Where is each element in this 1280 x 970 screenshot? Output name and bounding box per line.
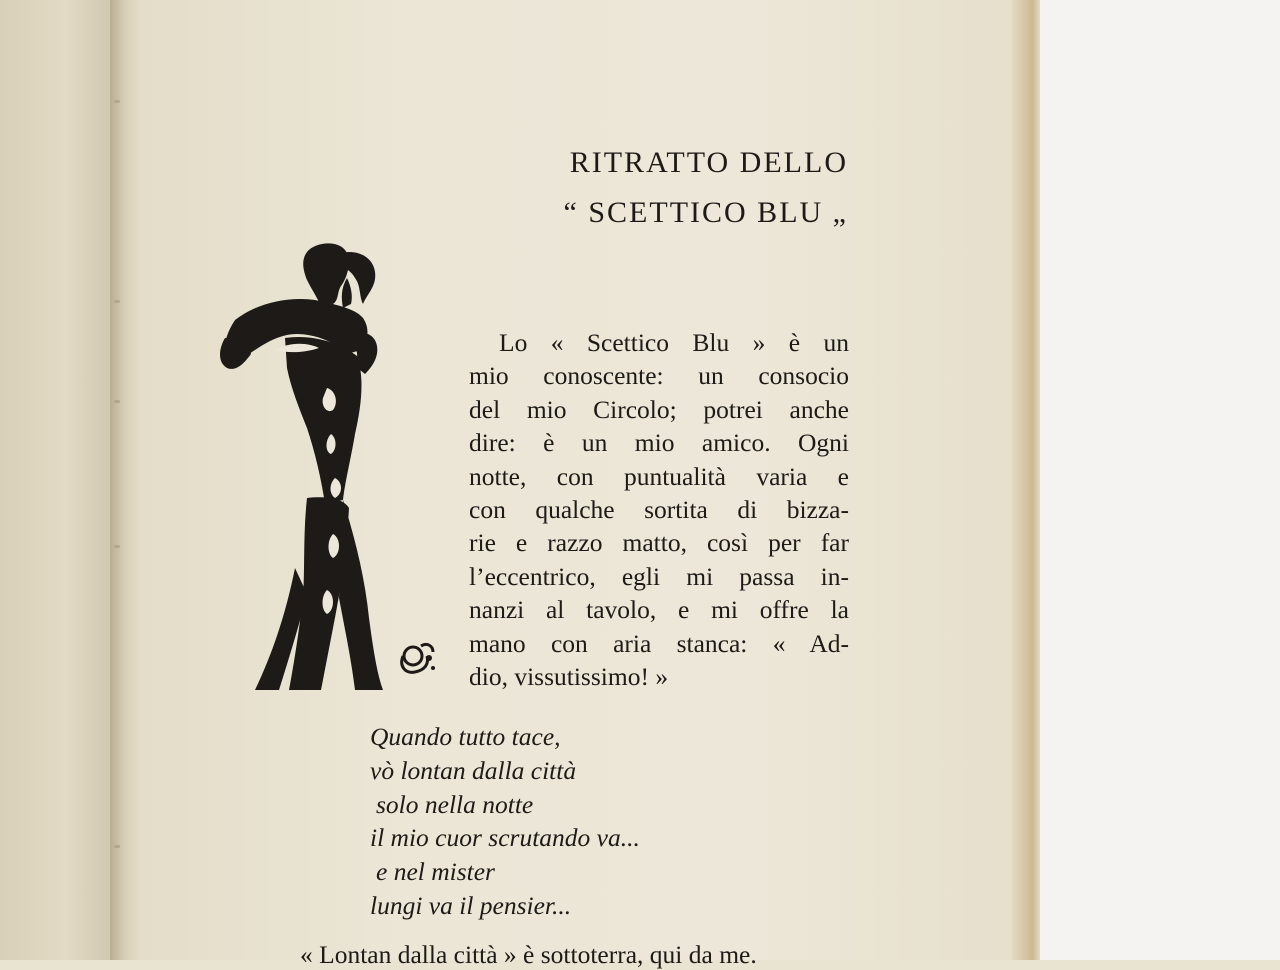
binding-stitch <box>114 300 120 303</box>
paragraph-line: rie e razzo matto, così per far <box>469 528 849 558</box>
binding-stitch <box>114 100 120 103</box>
paragraph-line: dio, vissutissimo! » <box>469 661 669 691</box>
left-page <box>0 0 118 960</box>
paragraph-line: nanzi al tavolo, e mi offre la <box>469 595 849 625</box>
paragraph-line: l’eccentrico, egli mi passa in- <box>469 561 849 591</box>
paragraph-line: mio conoscente: un consocio <box>469 361 849 391</box>
verse-line: vò lontan dalla città <box>370 755 577 785</box>
body-paragraph <box>469 326 849 693</box>
page-edge <box>1012 0 1042 960</box>
binding-stitch <box>114 545 120 548</box>
chapter-title-line-2: “ SCETTICO BLU „ <box>563 196 848 229</box>
verse-line: solo nella notte <box>376 789 534 819</box>
binding-stitch <box>114 845 120 848</box>
verse-line: Quando tutto tace, <box>370 722 561 751</box>
background-surface <box>1040 0 1280 960</box>
verse-line: lungi va il pensier... <box>370 890 572 920</box>
cut-off-text-line: « Lontan dalla città » è sottoterra, qui da me. <box>300 940 757 969</box>
paragraph-line: mano con aria stanca: « Ad- <box>469 628 849 658</box>
paragraph-line: con qualche sortita di bizza- <box>469 494 849 524</box>
verse-line: il mio cuor scrutando va... <box>370 823 640 853</box>
paragraph-line: Lo « Scettico Blu » è un <box>499 328 849 357</box>
verse-line: e nel mister <box>376 857 495 887</box>
paragraph-line: dire: è un mio amico. Ogni <box>469 428 849 458</box>
dancing-couple-illustration <box>215 238 455 698</box>
paragraph-line: notte, con puntualità varia e <box>469 461 849 491</box>
binding-stitch <box>114 400 120 403</box>
paragraph-line: del mio Circolo; potrei anche <box>469 394 849 424</box>
book-gutter <box>110 0 144 960</box>
chapter-title-line-1: RITRATTO DELLO <box>569 146 848 179</box>
song-verse <box>370 720 640 923</box>
